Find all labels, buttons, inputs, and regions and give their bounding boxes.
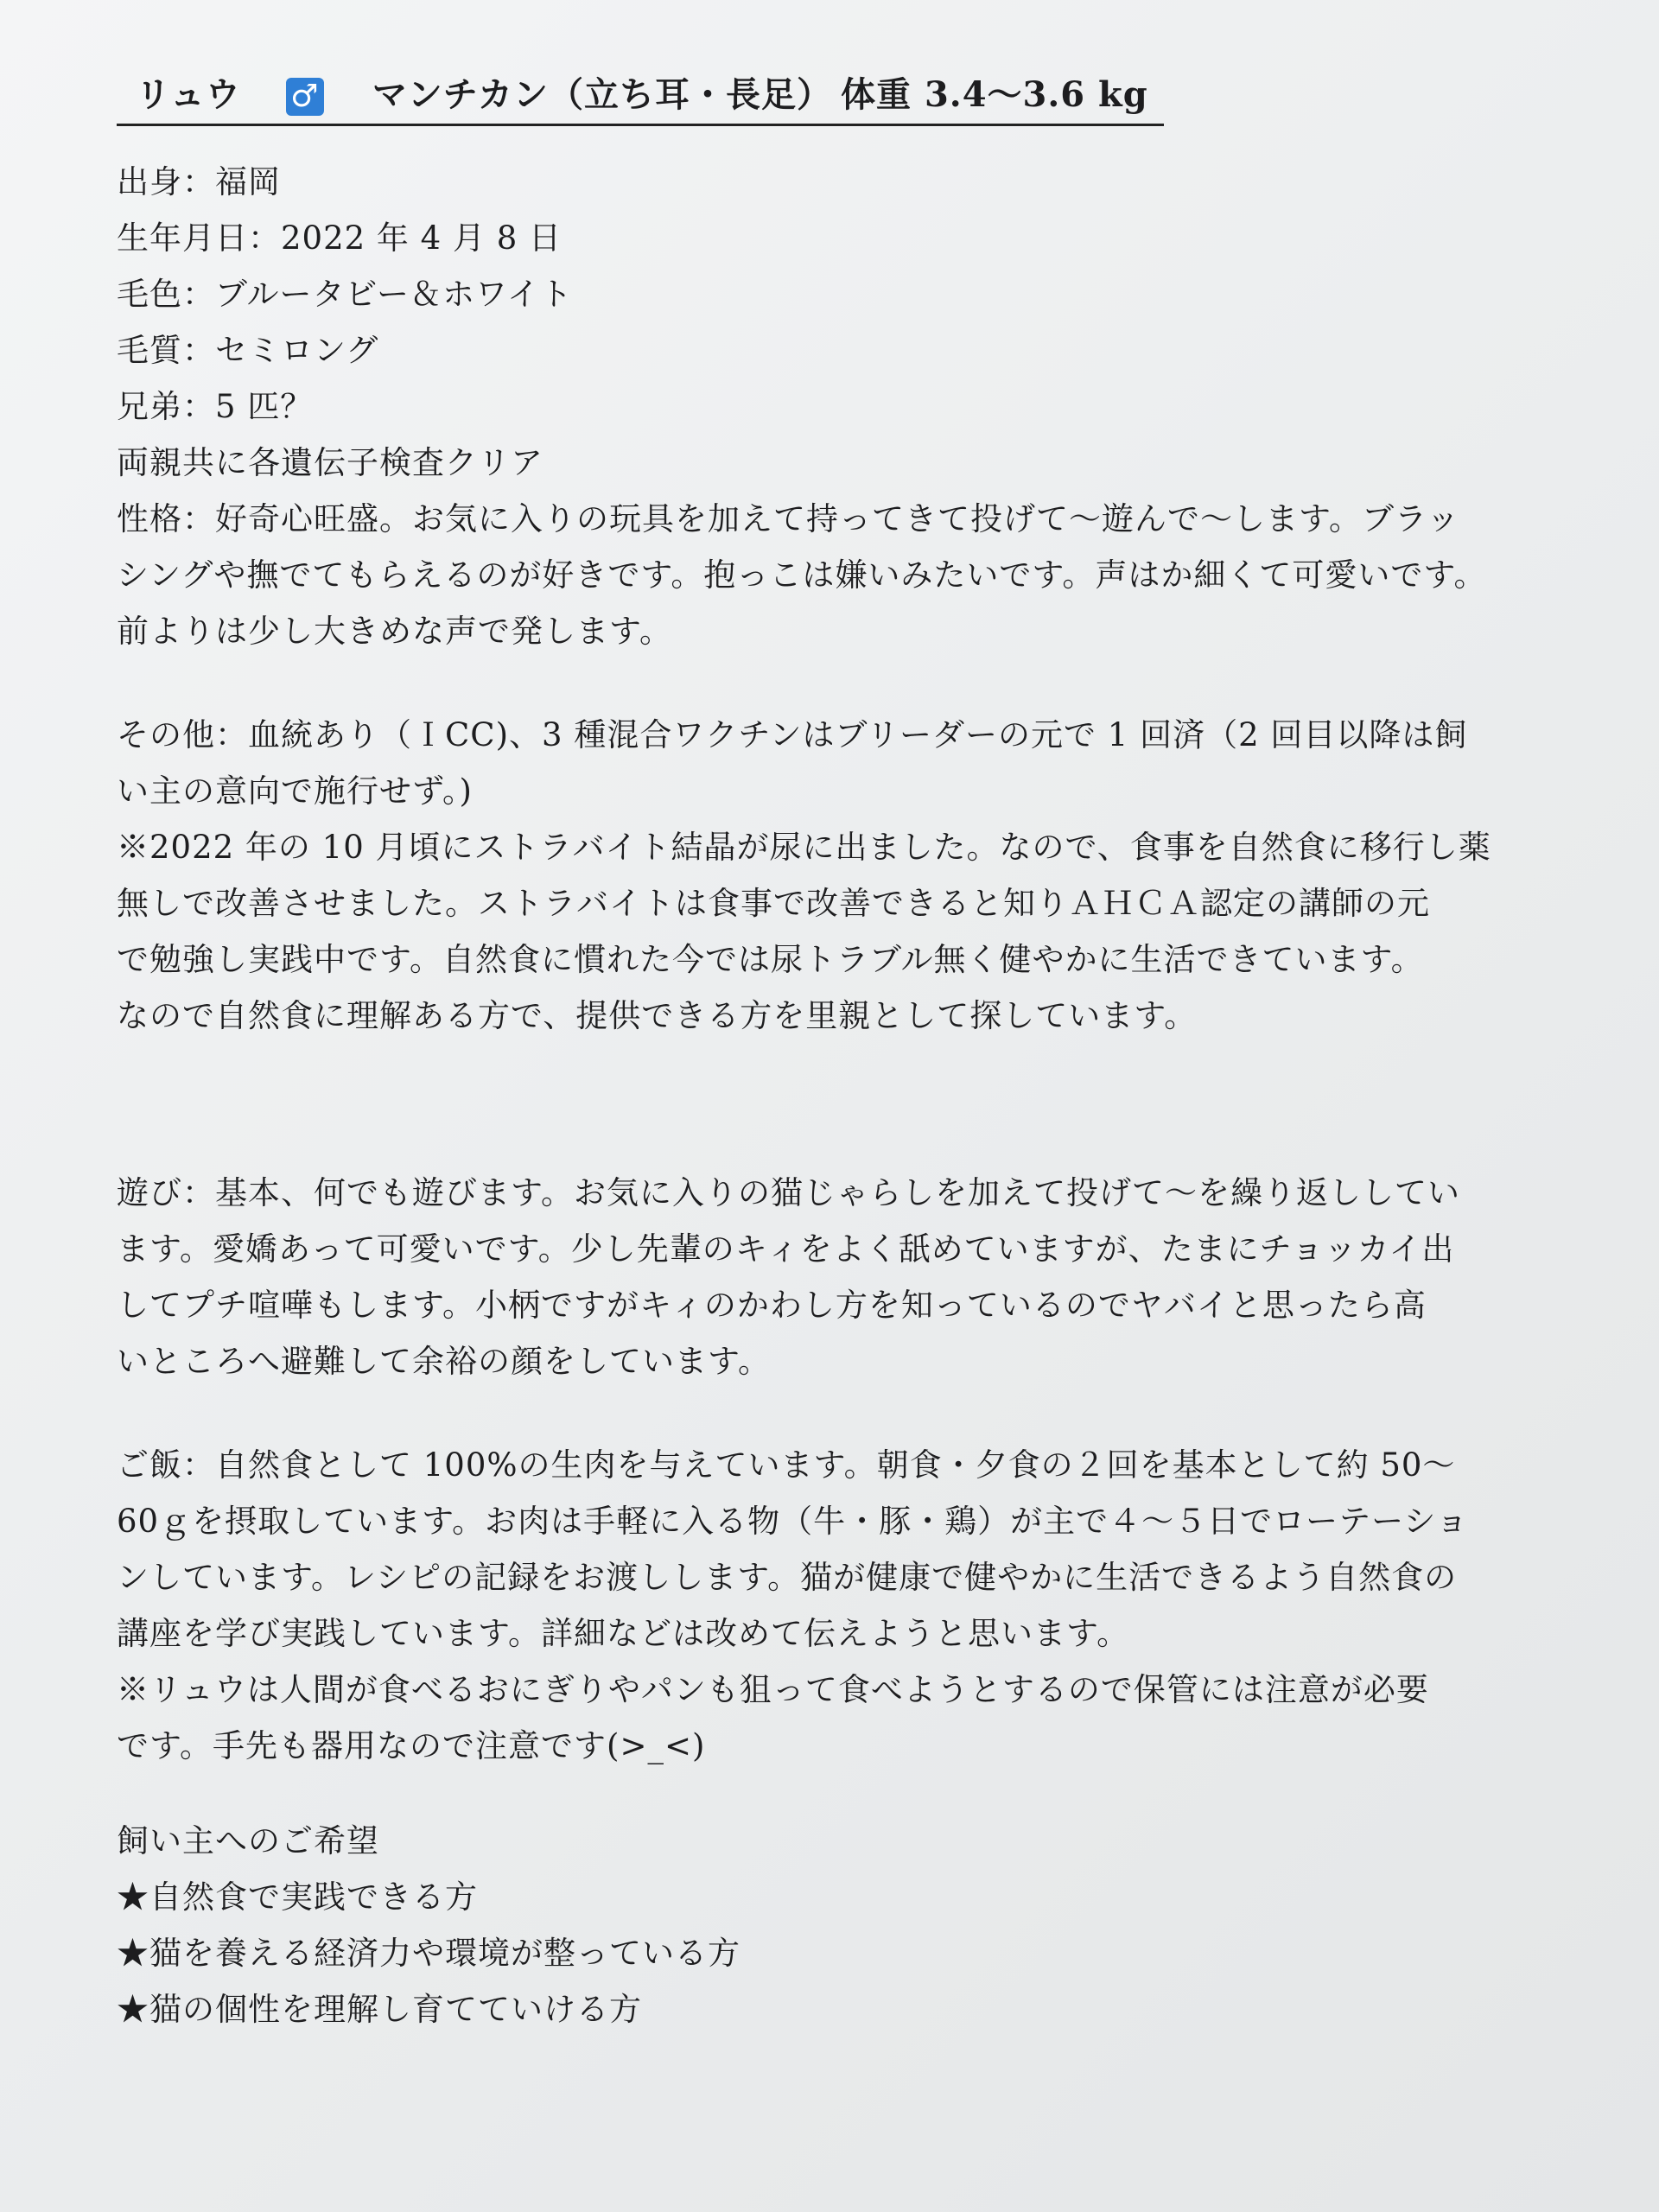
spacer	[117, 1774, 1542, 1813]
note-paragraph: ※2022 年の 10 月頃にストラバイト結晶が尿に出ました。なので、食事を自然食に移行し薬 無しで改善させました。ストラバイトは食事で改善できると知りＡＨＣＡ認定の講師の元 で勉強し実践中です。自然食に慣れた今では尿トラブル無く健やかに生活できています。 なので自然食に理解ある方で、提供できる方を里親として探しています。	[117, 829, 1491, 1034]
wish-item: ★自然食で実践できる方	[117, 1878, 478, 1916]
play-paragraph: 遊び：基本、何でも遊びます。お気に入りの猫じゃらしを加えて投げて～を繰り返ししてい ます。愛嬌あって可愛いです。少し先輩のキィをよく舐めていますが、たまにチョッカイ出 してプチ喧嘩もします。小柄ですがキィのかわし方を知っているのでヤバイと思ったら高 いところへ避難して余裕の顔をしています。	[117, 1174, 1461, 1380]
origin-line: 出身：福岡	[117, 163, 281, 200]
wishes-heading: 飼い主へのご希望	[117, 1822, 379, 1859]
cat-weight: 体重 3.4～3.6 kg	[841, 74, 1148, 115]
coat-type-line: 毛質：セミロング	[117, 332, 379, 369]
birthday-line: 生年月日：2022 年 4 月 8 日	[117, 219, 563, 257]
wish-item: ★猫の個性を理解し育てていける方	[117, 1991, 642, 2028]
spacer	[117, 659, 1542, 707]
spacer	[117, 1389, 1542, 1437]
genetics-line: 両親共に各遺伝子検査クリア	[117, 444, 543, 481]
wish-item: ★猫を養える経済力や環境が整っている方	[117, 1935, 741, 1972]
document-content	[117, 67, 1542, 2037]
page-title	[117, 67, 1164, 126]
cat-name: リュウ	[136, 74, 241, 115]
cat-breed: マンチカン（立ち耳・長足）	[372, 74, 833, 115]
personality-paragraph: 性格：好奇心旺盛。お気に入りの玩具を加えて持ってきて投げて～遊んで～します。ブラッ シングや撫でてもらえるのが好きです。抱っこは嫌いみたいです。声はか細くて可愛いです。 前よりは少し大きめな声で発します。	[117, 500, 1487, 650]
other-paragraph: その他：血統あり（ＩCC)、3 種混合ワクチンはブリーダーの元で 1 回済（2 回目以降は飼 い主の意向で施行せず。)	[117, 716, 1468, 810]
coat-color-line: 毛色：ブルータビー＆ホワイト	[117, 276, 573, 313]
spacer	[117, 1044, 1542, 1165]
food-paragraph: ご飯：自然食として 100%の生肉を与えています。朝食・夕食の２回を基本として約 50～ 60ｇを摂取しています。お肉は手軽に入る物（牛・豚・鶏）が主で４～５日でローテーショ ンしています。レシピの記録をお渡しします。猫が健康で健やかに生活できるよう自然食の 講座を学び実践しています。詳細などは改めて伝えようと思います。 ※リュウは人間が食べるおにぎりやパンも狙って食べようとするので保管には注意が必要 です。手先も器用なので注意です(>_<)	[117, 1446, 1469, 1764]
siblings-line: 兄弟：5 匹？	[117, 388, 314, 425]
male-icon: ♂	[286, 78, 324, 116]
